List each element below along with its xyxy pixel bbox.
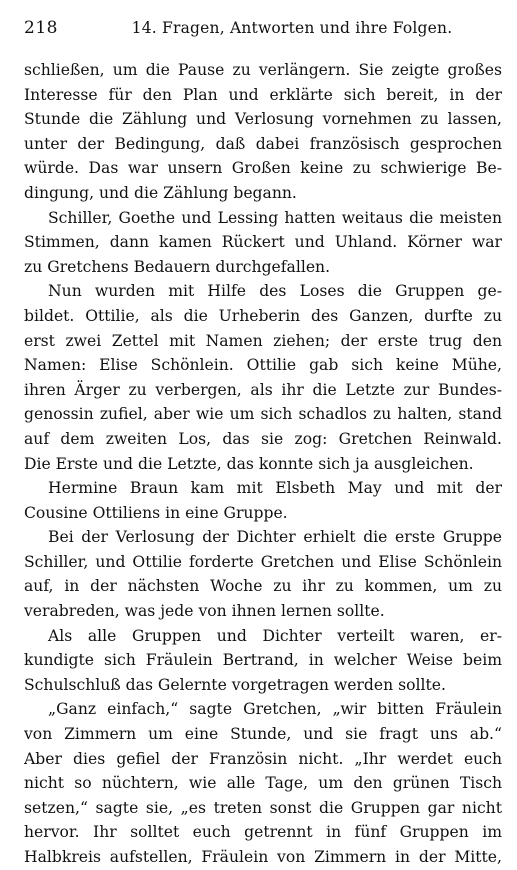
text-line: Stunde die Zählung und Verlosung vornehmen zu lassen, — [24, 110, 502, 129]
text-line: zu Gretchens Bedauern durchgefallen. — [24, 257, 331, 276]
text-line: schließen, um die Pause zu verlängern. Sie zeigte großes — [24, 61, 502, 79]
text-line: Schulschluß das Gelernte vorgetragen werden sollte. — [24, 675, 446, 694]
text-line: Die Erste und die Letzte, das konnte sich ja ausgleichen. — [24, 454, 474, 473]
text-line: Schiller, und Ottilie forderte Gretchen und Elise Schönlein — [24, 552, 502, 571]
text-line: Als alle Gruppen und Dichter verteilt waren, er- — [48, 626, 502, 645]
text-line: nicht so nüchtern, wie alle Tage, um den grünen Tisch — [24, 774, 502, 793]
text-line: Aber dies gefiel der Französin nicht. „Ihr werdet euch — [24, 749, 502, 768]
text-line: Nun wurden mit Hilfe des Loses die Gruppen ge- — [48, 282, 502, 301]
text-line: Namen: Elise Schönlein. Ottilie gab sich keine Mühe, — [24, 356, 502, 375]
text-line: kundigte sich Fräulein Bertrand, in welcher Weise beim — [24, 651, 502, 670]
text-line: „Ganz einfach,“ sagte Gretchen, „wir bitten Fräulein — [48, 700, 502, 719]
running-title: 14. Fragen, Antworten und ihre Folgen. — [131, 19, 453, 37]
page-number: 218 — [24, 18, 58, 38]
text-line: Hermine Braun kam mit Elsbeth May und mit der — [48, 479, 502, 498]
text-line: Schiller, Goethe und Lessing hatten weitaus die meisten — [48, 208, 502, 227]
text-line: Stimmen, dann kamen Rückert und Uhland. Körner war — [24, 233, 502, 252]
text-line: hervor. Ihr solltet euch getrennt in fünf Gruppen im — [24, 823, 502, 842]
text-line: auf, in der nächsten Woche zu ihr zu kommen, um zu — [24, 577, 502, 596]
text-line: von Zimmern um eine Stunde, und sie fragt uns ab.“ — [24, 725, 502, 744]
page-header — [24, 14, 502, 44]
text-line: dingung, und die Zählung begann. — [24, 183, 297, 202]
text-line: unter der Bedingung, daß dabei französisch gesprochen — [24, 134, 502, 153]
text-line: setzen,“ sagte sie, „es treten sonst die Gruppen gar nicht — [24, 798, 502, 817]
text-line: erst zwei Zettel mit Namen ziehen; der erste trug den — [24, 331, 502, 350]
text-line: Cousine Ottiliens in eine Gruppe. — [24, 503, 288, 522]
book-page — [24, 14, 502, 866]
text-line: bildet. Ottilie, als die Urheberin des Ganzen, durfte zu — [24, 306, 502, 325]
text-line: Halbkreis aufstellen, Fräulein von Zimmern in der Mitte, — [24, 848, 502, 866]
text-line: genossin zufiel, aber wie um sich schadlos zu halten, stand — [24, 405, 502, 424]
text-line: würde. Das war unsern Großen keine zu schwierige Be- — [24, 159, 502, 178]
text-line: verabreden, was jede von ihnen lernen sollte. — [24, 602, 385, 621]
body-text — [24, 58, 502, 870]
text-line: auf dem zweiten Los, das sie zog: Gretchen Reinwald. — [24, 429, 502, 448]
text-line: Bei der Verlosung der Dichter erhielt die erste Gruppe — [48, 528, 502, 547]
text-line: ihren Ärger zu verbergen, als ihr die Letzte zur Bundes- — [24, 380, 502, 399]
text-line: Interesse für den Plan und erklärte sich bereit, in der — [24, 85, 502, 104]
